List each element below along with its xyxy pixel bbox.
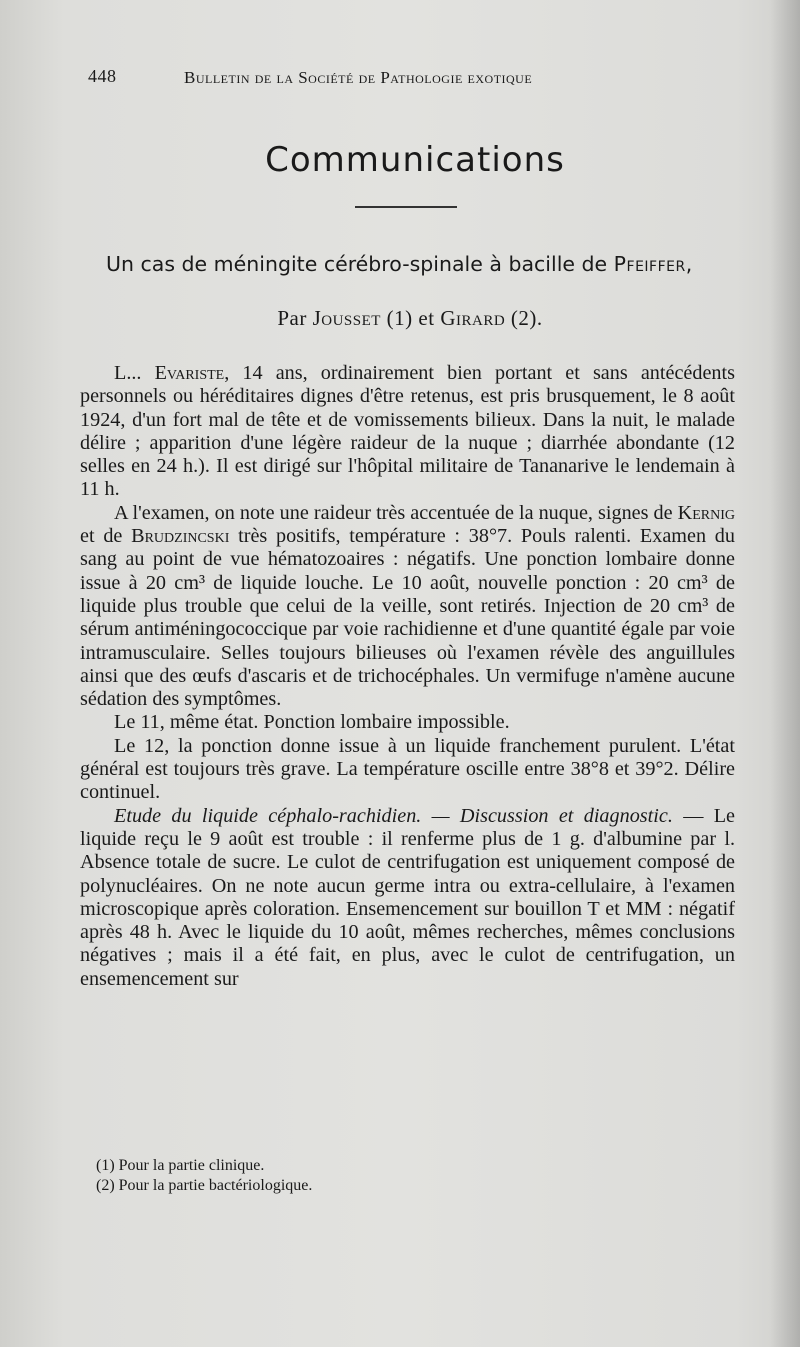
running-title: Bulletin de la Société de Pathologie exotique: [184, 68, 533, 87]
paragraph-4: [80, 735, 735, 805]
author-2: Girard: [440, 306, 506, 330]
byline-par: Par: [277, 306, 313, 330]
p2-text-b: et de: [80, 525, 132, 548]
p4-text: Le 12, la ponction donne issue à un liquide franchement purulent. L'état général est toujours très grave. La température oscille entre 38°8 et 39°2. Délire continuel.: [80, 734, 735, 804]
author-1-note: (1) et: [380, 306, 441, 330]
scan-shadow: [770, 0, 800, 1347]
page-number: 448: [88, 66, 117, 86]
paragraph-3: [80, 711, 735, 734]
article-title-name: Pfeiffer: [613, 252, 686, 276]
title-rule: [355, 206, 457, 208]
article-body: [80, 362, 735, 991]
patient-name: Evariste: [154, 362, 225, 384]
p2-text-c: très positifs, température : 38°7. Pouls ralenti. Examen du sang au point de vue hématozoaires : négatifs. Une ponction lombaire donne issue à 20 cm³ de liquide louche. Le 10 août, nouvelle ponction : 20 cm³ de liquide plus trouble que celui de la veille, sont retirés. Injection de 20 cm³ de sérum antiméningococcique par voie rachidienne et d'une quantité égale par voie intramusculaire. Selles toujours bilieuses où l'examen révèle des anguillules ainsi que des œufs d'ascaris et de trichocéphales. Un vermifuge n'amène aucune sédation des symptômes.: [80, 525, 735, 711]
footnote-1: (1) Pour la partie clinique.: [96, 1157, 265, 1174]
author-1: Jousset: [312, 306, 381, 330]
footnotes: [96, 1156, 736, 1196]
p2-text-a: A l'examen, on note une raideur très accentuée de la nuque, signes de: [114, 501, 678, 524]
p3-text: Le 11, même état. Ponction lombaire impossible.: [114, 711, 510, 734]
paragraph-5: [80, 805, 735, 991]
sign-brudzincski: Brudzincski: [131, 525, 230, 548]
p5-heading: Etude du liquide céphalo-rachidien. — Discussion et diagnostic.: [114, 804, 673, 827]
p5-text: — Le liquide reçu le 9 août est trouble : il renferme plus de 1 g. d'albumine par l. Absence totale de sucre. Le culot de centrifugation est uniquement composé de polynucléaires. On ne note aucun germe intra ou extra-cellulaire, à l'examen microscopique après coloration. Ensemencement sur bouillon T et MM : négatif après 48 h. Avec le liquide du 10 août, mêmes recherches, mêmes conclusions négatives ; mais il a été fait, en plus, avec le culot de centrifugation, un ensemencement sur: [80, 804, 736, 990]
p1-text: , 14 ans, ordinairement bien portant et sans antécédents personnels ou héréditaires dignes d'être retenus, est pris brusquement, le 8 août 1924, d'un fort mal de tête et de vomissements bilieux. Dans la nuit, le malade délire ; apparition d'une légère raideur de la nuque ; diarrhée abondante (12 selles en 24 h.). Il est dirigé sur l'hôpital militaire de Tananarive le lendemain à 11 h.: [80, 362, 735, 501]
section-title: Communications: [265, 140, 565, 180]
sign-kernig: Kernig: [677, 501, 735, 524]
paragraph-1: [80, 362, 735, 502]
paragraph-2: [80, 502, 735, 712]
article-title-prefix: Un cas de méningite cérébro-spinale à bacille de: [106, 252, 614, 276]
author-2-note: (2).: [505, 306, 543, 330]
footnote-2: (2) Pour la partie bactériologique.: [96, 1177, 313, 1194]
byline: [0, 306, 800, 331]
p1-lead: L...: [114, 362, 155, 384]
article-title-suffix: ,: [685, 252, 693, 276]
article-title: [106, 252, 756, 276]
